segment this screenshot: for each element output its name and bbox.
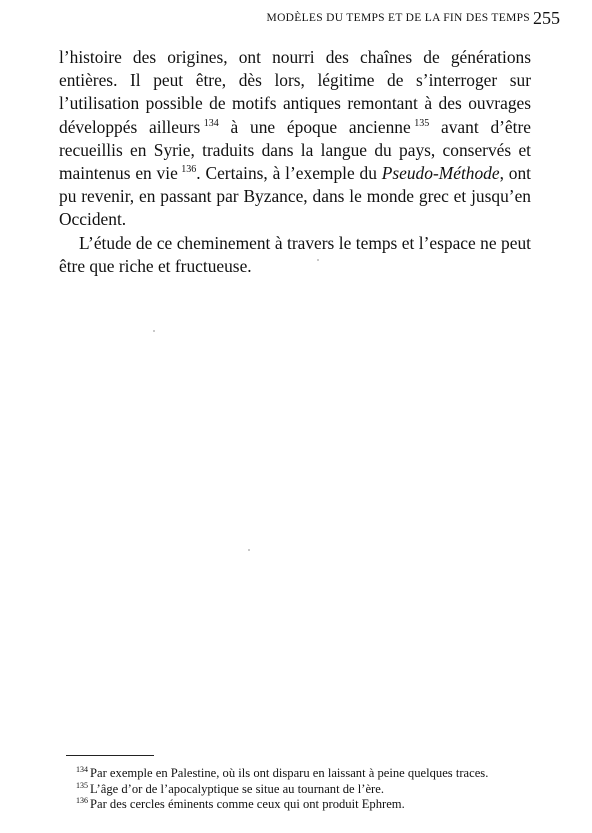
body-text [59,46,531,278]
footnote [76,797,536,813]
footnote-ref: 134 [203,117,219,129]
footnotes [76,766,536,813]
page-number: 255 [533,8,560,28]
paragraph-text: , ont pu revenir, en passant par Byzance, dans le monde grec et jusqu’en Occident. [59,163,531,230]
running-head: MODÈLES DU TEMPS ET DE LA FIN DES TEMPS [266,12,530,24]
paragraph-text: à une époque ancienne [218,116,411,137]
paragraph-text: l’histoire des origines, ont nourri des chaînes de générations entières. Il peut être, dès lors, légitime de s’interroger sur l’utilisation possible de motifs antiques remontant à des ouvrages développés ailleurs [59,47,531,137]
scan-speck [248,549,250,551]
footnote-ref: 135 [414,117,430,129]
footnote-separator [66,755,154,756]
footnote-ref: 136 [181,164,197,176]
footnote-text: L’âge d’or de l’apocalyptique se situe au tournant de l’ère. [90,781,384,796]
footnote-number: 135 [76,780,88,790]
footnote-number: 134 [76,765,88,774]
scan-speck [317,259,319,261]
work-title: Pseudo-Méthode [381,163,500,184]
footnote [76,766,536,782]
footnote [76,782,536,798]
scan-speck [153,330,155,332]
footnote-text: Par exemple en Palestine, où ils ont disparu en laissant à peine quelques traces. [90,766,489,780]
paragraph-text: avant d’être recueillis en Syrie, traduits dans la langue du pays, conservés et maintenus en vie [59,116,531,184]
footnote-text: Par des cercles éminents comme ceux qui ont produit Ephrem. [90,797,405,812]
paragraph [59,46,531,232]
footnote-number: 136 [76,796,88,806]
paragraph-text: . Certains, à l’exemple du [196,163,382,184]
paragraph: L’étude de ce cheminement à travers le temps et l’espace ne peut être que riche et fructueuse. [59,232,531,276]
